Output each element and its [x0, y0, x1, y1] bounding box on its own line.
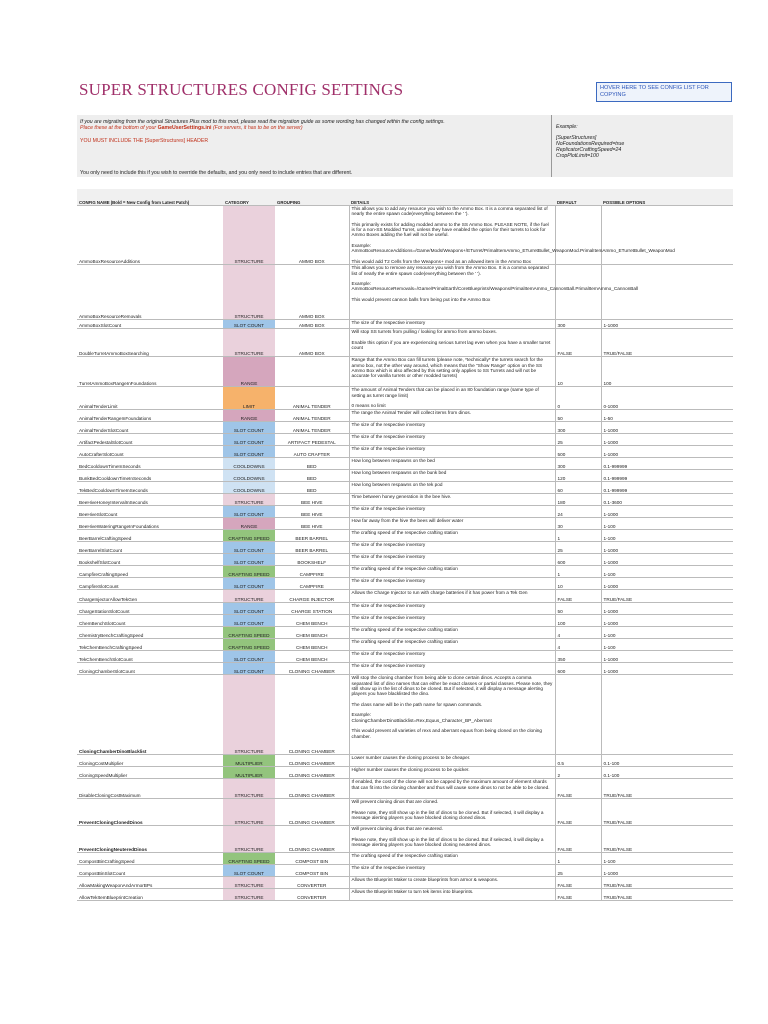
options-cell: 100 [601, 357, 733, 387]
grouping-cell: AUTO CRAFTER [275, 446, 349, 458]
table-row [77, 889, 733, 901]
table-row [77, 458, 733, 470]
default-cell: 180 [555, 494, 601, 506]
details-cell: How long between respawns on the bed [349, 458, 555, 470]
grouping-cell [275, 357, 349, 387]
default-cell: 500 [555, 446, 601, 458]
options-cell: 1-1000 [601, 603, 733, 615]
options-cell: 1-100 [601, 627, 733, 639]
details-cell: The crafting speed of the respective crafting station [349, 530, 555, 542]
grouping-cell: CAMPFIRE [275, 578, 349, 590]
default-cell: 300 [555, 320, 601, 329]
category-cell: COOLDOWNS [223, 482, 275, 494]
config-name-cell: PreventCloningClonedDinos [77, 799, 223, 826]
default-cell [555, 675, 601, 755]
details-cell: The size of the respective inventory [349, 434, 555, 446]
default-cell: 10 [555, 357, 601, 387]
example-line: ReplicatorCraftingSpeed=24 [556, 147, 622, 153]
options-cell: 0.1-100 [601, 767, 733, 779]
options-cell: 1-1000 [601, 320, 733, 329]
options-cell: 1-100 [601, 518, 733, 530]
grouping-cell: CHEM BENCH [275, 627, 349, 639]
table-row [77, 865, 733, 877]
config-name-cell: BeeHiveWateringRangeInFoundations [77, 518, 223, 530]
grouping-cell: AMMO BOX [275, 206, 349, 265]
config-name-cell: ChargeStationSlotCount [77, 603, 223, 615]
default-cell: FALSE [555, 889, 601, 901]
config-name-cell: AmmoBoxResourceRemovals [77, 265, 223, 320]
category-cell: STRUCTURE [223, 329, 275, 357]
default-cell: 2 [555, 767, 601, 779]
config-name-cell: BeerBarrelCraftingSpeed [77, 530, 223, 542]
category-cell: CRAFTING SPEED [223, 566, 275, 578]
options-cell: 1-1000 [601, 663, 733, 675]
default-cell: FALSE [555, 329, 601, 357]
default-cell: FALSE [555, 799, 601, 826]
options-cell: TRUE/FALSE [601, 590, 733, 603]
table-row [77, 265, 733, 320]
config-name-cell: AutoCrafterSlotCount [77, 446, 223, 458]
default-cell [555, 265, 601, 320]
grouping-cell: CLONING CHAMBER [275, 675, 349, 755]
grouping-cell: COMPOST BIN [275, 865, 349, 877]
grouping-cell: CHARGE STATION [275, 603, 349, 615]
default-cell: 1 [555, 530, 601, 542]
grouping-cell: CONVERTER [275, 889, 349, 901]
default-cell: FALSE [555, 826, 601, 853]
category-cell: STRUCTURE [223, 799, 275, 826]
options-cell: 0.1-3600 [601, 494, 733, 506]
default-cell: 350 [555, 651, 601, 663]
config-name-cell: CampfireSlotCount [77, 578, 223, 590]
grouping-cell: BEE HIVE [275, 518, 349, 530]
placement-note-post: (For servers, it has to be on the server) [211, 125, 303, 132]
category-cell: SLOT COUNT [223, 422, 275, 434]
table-row [77, 357, 733, 387]
config-name-cell: AnimalTenderSlotCount [77, 422, 223, 434]
details-cell: Will stop SS turrets from pulling / looking for ammo from ammo boxes. Enable this option if you are experiencing serious turret lag even when you have a smaller turret count [349, 329, 555, 357]
grouping-cell: CHEM BENCH [275, 639, 349, 651]
options-cell: 1-1000 [601, 651, 733, 663]
category-cell: CRAFTING SPEED [223, 627, 275, 639]
config-name-cell: AnimalTenderRangeInFoundations [77, 410, 223, 422]
default-cell: 0 [555, 387, 601, 410]
details-cell: Allows the Blueprint Maker to create blueprints from armor & weapons. [349, 877, 555, 889]
table-row [77, 518, 733, 530]
table-row [77, 506, 733, 518]
options-cell: 1-1000 [601, 434, 733, 446]
grouping-cell: CLONING CHAMBER [275, 755, 349, 767]
grouping-cell: BED [275, 470, 349, 482]
table-row [77, 675, 733, 755]
details-cell: This allows you to add any resource you wish to the Ammo Box. It is a comma separated list of nearly the entire spawn code(everything between the ' '). This primarily exists for adding modded ammo to the SS Ammo Box. PLEASE NOTE, if the fuel is for a non-SS Modded Turret, unless they have enabled the option for their turrets to look for Ammo Boxes adding the fuel will not be useful. Example: AmmoBoxResourceAdditions=/Game/Mods/Weapons+/ETurret/PrimalItemAmmo_ETurretBullet_WeaponMod.PrimalItemAmmo_ETurretBullet_WeaponMod This would add T2 Cells from the Weapons+ mod as an allowed item in the Ammo Box [349, 206, 555, 265]
table-row [77, 470, 733, 482]
grouping-cell: BEER BARREL [275, 530, 349, 542]
details-cell: The size of the respective inventory [349, 651, 555, 663]
category-cell: SLOT COUNT [223, 578, 275, 590]
options-cell: 0-1000 [601, 387, 733, 410]
table-row [77, 627, 733, 639]
table-row [77, 422, 733, 434]
grouping-cell: ANIMAL TENDER [275, 387, 349, 410]
default-cell: 25 [555, 542, 601, 554]
options-cell: 1-100 [601, 639, 733, 651]
options-cell: TRUE/FALSE [601, 779, 733, 799]
settings-file-name: GameUserSettings.ini [157, 125, 212, 132]
options-cell: 1-1000 [601, 615, 733, 627]
options-cell: 0.1-999999 [601, 470, 733, 482]
category-cell: MULTIPLIER [223, 767, 275, 779]
details-cell: How long between respawns on the bunk bed [349, 470, 555, 482]
placement-note-pre: Place these at the bottom of your [80, 125, 158, 132]
category-cell: STRUCTURE [223, 494, 275, 506]
category-cell: RANGE [223, 357, 275, 387]
options-cell: 0.1-999999 [601, 482, 733, 494]
details-cell: How long between respawns on the tek pod [349, 482, 555, 494]
config-name-cell: AllowMakingWeaponAndArmorBPs [77, 877, 223, 889]
config-name-cell: CloningSpeedMultiplier [77, 767, 223, 779]
config-name-cell: BookshelfSlotCount [77, 554, 223, 566]
category-cell: STRUCTURE [223, 889, 275, 901]
details-cell: The size of the respective inventory [349, 554, 555, 566]
details-cell: The size of the respective inventory [349, 865, 555, 877]
table-row [77, 387, 733, 410]
config-name-cell: CompostBinSlotCount [77, 865, 223, 877]
default-cell: FALSE [555, 877, 601, 889]
default-cell: FALSE [555, 779, 601, 799]
category-cell: RANGE [223, 410, 275, 422]
details-cell: The size of the respective inventory [349, 663, 555, 675]
config-name-cell: ChemistryBenchCraftingSpeed [77, 627, 223, 639]
table-row [77, 826, 733, 853]
options-cell: 1-100 [601, 853, 733, 865]
config-name-cell: AllowTekItemBlueprintCreation [77, 889, 223, 901]
grouping-cell: CHEM BENCH [275, 651, 349, 663]
category-cell: STRUCTURE [223, 590, 275, 603]
config-name-cell: ChemBenchSlotCount [77, 615, 223, 627]
table-row [77, 767, 733, 779]
details-cell: The size of the respective inventory [349, 603, 555, 615]
options-cell: 1-1000 [601, 542, 733, 554]
config-name-cell: TurretAmmoBoxRangeInFoundations [77, 357, 223, 387]
details-cell: The range the Animal Tender will collect items from dinos. [349, 410, 555, 422]
grouping-cell: CLONING CHAMBER [275, 826, 349, 853]
config-name-cell: CampfireCraftingSpeed [77, 566, 223, 578]
details-cell: The size of the respective inventory [349, 542, 555, 554]
options-cell: TRUE/FALSE [601, 329, 733, 357]
example-panel [551, 115, 733, 177]
config-name-cell: ChargeInjectorAllowTekGen [77, 590, 223, 603]
details-cell: Range that the Ammo Box can fill turrets (please note, *technically* the turrets search for the ammo box, not the other way around, which means that the "Show Range" option on the SS Ammo Box which is also affected by this setting only applies to SS Turrets and will not be accurate for vanilla turrets or other modded turrets) [349, 357, 555, 387]
table-row [77, 651, 733, 663]
default-cell: 24 [555, 506, 601, 518]
category-cell: LIMIT [223, 387, 275, 410]
options-cell: 1-50 [601, 410, 733, 422]
example-line: CropPlotLimit=100 [556, 153, 599, 159]
grouping-cell: COMPOST BIN [275, 853, 349, 865]
details-cell: The size of the respective inventory [349, 422, 555, 434]
table-row [77, 329, 733, 357]
config-name-cell: CloningChamberSlotCount [77, 663, 223, 675]
config-name-cell: DoubleTurretAmmoBoxSearching [77, 329, 223, 357]
details-cell: Allows the Blueprint Maker to turn tek items into blueprints. [349, 889, 555, 901]
grouping-cell: BOOKSHELF [275, 554, 349, 566]
default-cell: 4 [555, 627, 601, 639]
config-name-cell: AmmoBoxResourceAdditions [77, 206, 223, 265]
table-row [77, 799, 733, 826]
intro-panel [77, 115, 733, 177]
details-cell: The size of the respective inventory [349, 578, 555, 590]
details-cell: This allows you to remove any resource you wish from the Ammo Box. It is a comma separated list of nearly the entire spawn code(everything between the ' '). Example: AmmoBoxResourceRemovals=/Game/PrimalEarth/CoreBlueprints/Weapons/PrimalItemAmmo_CannonBall.PrimalItemAmmo_CannonBall This would prevent cannon balls from being put into the Ammo Box [349, 265, 555, 320]
override-note: You only need to include this if you wish to override the defaults, and you only need to include entries that are different. [80, 170, 353, 176]
table-row [77, 877, 733, 889]
table-row [77, 615, 733, 627]
details-cell: If enabled, the cost of the clone will not be capped by the maximum amount of element shards that can fit into the cloning chamber and thus will cause some dinos to not be able to be cloned. [349, 779, 555, 799]
grouping-cell: ANIMAL TENDER [275, 410, 349, 422]
grouping-cell: AMMO BOX [275, 329, 349, 357]
grouping-cell: CHARGE INJECTOR [275, 590, 349, 603]
details-cell: Will prevent cloning dinos that are cloned. Please note, they still show up in the list of dinos to be cloned. But if selected, it will display a message alerting players you have blocked cloning cloned dinos. [349, 799, 555, 826]
table-row [77, 320, 733, 329]
category-cell: SLOT COUNT [223, 615, 275, 627]
column-header: DETAILS [349, 189, 555, 206]
config-name-cell: PreventCloningNeuteredDinos [77, 826, 223, 853]
grouping-cell: CLONING CHAMBER [275, 767, 349, 779]
default-cell: 30 [555, 518, 601, 530]
category-cell: CRAFTING SPEED [223, 853, 275, 865]
default-cell [555, 206, 601, 265]
config-name-cell: DisableCloningCostMaximum [77, 779, 223, 799]
details-cell: The amount of Animal Tenders that can be placed in an 80 foundation range (same type of setting as turret range limit) 0 means no limit [349, 387, 555, 410]
table-row [77, 554, 733, 566]
table-row [77, 590, 733, 603]
category-cell: SLOT COUNT [223, 554, 275, 566]
table-row [77, 542, 733, 554]
default-cell: 300 [555, 422, 601, 434]
category-cell: SLOT COUNT [223, 506, 275, 518]
options-cell: 1-100 [601, 566, 733, 578]
table-row [77, 206, 733, 265]
default-cell: 25 [555, 865, 601, 877]
config-name-cell: AnimalTenderLimit [77, 387, 223, 410]
options-cell: 1-1000 [601, 554, 733, 566]
grouping-cell: AMMO BOX [275, 265, 349, 320]
options-cell: 1-100 [601, 530, 733, 542]
grouping-cell: BEE HIVE [275, 494, 349, 506]
default-cell: 4 [555, 639, 601, 651]
details-cell: The crafting speed of the respective crafting station [349, 566, 555, 578]
grouping-cell: AMMO BOX [275, 320, 349, 329]
table-row [77, 434, 733, 446]
grouping-cell: CHEM BENCH [275, 615, 349, 627]
options-cell: TRUE/FALSE [601, 877, 733, 889]
example-line: [SuperStructures] [556, 135, 597, 141]
table-row [77, 446, 733, 458]
grouping-cell: BEE HIVE [275, 506, 349, 518]
options-cell: TRUE/FALSE [601, 826, 733, 853]
config-name-cell: TekChemBenchSlotCount [77, 651, 223, 663]
details-cell: Will stop the cloning chamber from being able to clone certain dinos. Accepts a comma separated list of dino names that can either be exact classes or partial classes. Please note, they still show up in the list of dinos to be cloned. But if selected, it will display a message alerting players you have blacklisted the dino. The class name will be in the path name for spawn commands. Example: CloningChamberDinoBlacklist=Rex,Equus_Character_BP_Aberrant This would prevent all varieties of rexs and aberrant equus from being cloned on the cloning chamber. [349, 675, 555, 755]
details-cell: Lower number causes the cloning process to be cheaper. [349, 755, 555, 767]
example-label: Example: [556, 124, 578, 130]
page-title: SUPER STRUCTURES CONFIG SETTINGS [79, 80, 404, 99]
details-cell: The size of the respective inventory [349, 506, 555, 518]
default-cell: 10 [555, 578, 601, 590]
category-cell: SLOT COUNT [223, 663, 275, 675]
details-cell: How far away from the hive the bees will deliver water [349, 518, 555, 530]
config-name-cell: AmmoBoxSlotCount [77, 320, 223, 329]
details-cell: The size of the respective inventory [349, 446, 555, 458]
default-cell: 25 [555, 434, 601, 446]
details-cell: The crafting speed of the respective crafting station [349, 627, 555, 639]
table-row [77, 639, 733, 651]
category-cell: MULTIPLIER [223, 755, 275, 767]
options-cell: 1-1000 [601, 865, 733, 877]
options-cell: 1-1000 [601, 446, 733, 458]
config-name-cell: TekChemBenchCraftingSpeed [77, 639, 223, 651]
grouping-cell: CAMPFIRE [275, 566, 349, 578]
details-cell: Allows the Charge Injector to run with charge batteries if it has power from a Tek Gen [349, 590, 555, 603]
default-cell: 50 [555, 603, 601, 615]
table-row [77, 603, 733, 615]
grouping-cell: ANIMAL TENDER [275, 422, 349, 434]
config-name-cell: CompostBinCraftingSpeed [77, 853, 223, 865]
config-list-hover-box[interactable]: HOVER HERE TO SEE CONFIG LIST FOR COPYING [596, 82, 732, 102]
category-cell: STRUCTURE [223, 877, 275, 889]
options-cell: TRUE/FALSE [601, 889, 733, 901]
category-cell: SLOT COUNT [223, 434, 275, 446]
category-cell: STRUCTURE [223, 206, 275, 265]
grouping-cell: CLONING CHAMBER [275, 779, 349, 799]
details-cell: Will prevent cloning dinos that are neutered. Please note, they still show up in the list of dinos to be cloned. But if selected, it will display a message alerting players you have blocked cloning neutered dinos. [349, 826, 555, 853]
category-cell: SLOT COUNT [223, 865, 275, 877]
migration-note: If you are migrating from the original Structures Plus mod to this mod, please read the migration guide as some wording has changed within the config settings. [80, 119, 445, 125]
config-name-cell: TekBedCooldownTimeInSeconds [77, 482, 223, 494]
config-name-cell: ArtifactPedestalSlotCount [77, 434, 223, 446]
default-cell: 1 [555, 853, 601, 865]
grouping-cell: CONVERTER [275, 877, 349, 889]
table-row [77, 578, 733, 590]
details-cell: The size of the respective inventory [349, 615, 555, 627]
config-name-cell: CloningCostMultiplier [77, 755, 223, 767]
details-cell: The size of the respective inventory [349, 320, 555, 329]
default-cell: 0.5 [555, 755, 601, 767]
config-name-cell: BeeHiveSlotCount [77, 506, 223, 518]
column-header: POSSIBLE OPTIONS [601, 189, 733, 206]
table-row [77, 482, 733, 494]
table-row [77, 530, 733, 542]
default-cell: FALSE [555, 590, 601, 603]
default-cell: 600 [555, 663, 601, 675]
grouping-cell: ARTIFACT PEDESTAL [275, 434, 349, 446]
grouping-cell: BED [275, 458, 349, 470]
category-cell: SLOT COUNT [223, 651, 275, 663]
options-cell: 0.1-100 [601, 755, 733, 767]
category-cell: SLOT COUNT [223, 320, 275, 329]
config-table [77, 189, 733, 901]
config-name-cell: CloningChamberDinoBlacklist [77, 675, 223, 755]
options-cell [601, 675, 733, 755]
default-cell: 1 [555, 566, 601, 578]
options-cell: 1-1000 [601, 578, 733, 590]
table-row [77, 755, 733, 767]
config-name-cell: BunkBedCooldownTimeInSeconds [77, 470, 223, 482]
table-row [77, 663, 733, 675]
details-cell: The crafting speed of the respective crafting station [349, 853, 555, 865]
header-requirement: YOU MUST INCLUDE THE [SuperStructures] HEADER [80, 137, 209, 144]
category-cell: SLOT COUNT [223, 446, 275, 458]
options-cell: 1-1000 [601, 506, 733, 518]
details-cell: Time between honey generation in the bee hive. [349, 494, 555, 506]
category-cell: RANGE [223, 518, 275, 530]
config-name-cell: BeeHiveHoneyIntervalInSeconds [77, 494, 223, 506]
table-row [77, 566, 733, 578]
options-cell [601, 206, 733, 265]
options-cell: 1-1000 [601, 422, 733, 434]
config-name-cell: BeerBarrelSlotCount [77, 542, 223, 554]
intro-instructions [80, 119, 548, 176]
default-cell: 100 [555, 615, 601, 627]
category-cell: COOLDOWNS [223, 470, 275, 482]
table-row [77, 779, 733, 799]
table-header-row [77, 189, 733, 206]
column-header: CONFIG NAME (Bold = New Config from Latest Patch) [77, 189, 223, 206]
category-cell: STRUCTURE [223, 265, 275, 320]
config-name-cell: BedCooldownTimeInSeconds [77, 458, 223, 470]
default-cell: 600 [555, 554, 601, 566]
details-cell: The crafting speed of the respective crafting station [349, 639, 555, 651]
category-cell: CRAFTING SPEED [223, 530, 275, 542]
category-cell: SLOT COUNT [223, 603, 275, 615]
default-cell: 300 [555, 458, 601, 470]
category-cell: STRUCTURE [223, 826, 275, 853]
default-cell: 120 [555, 470, 601, 482]
grouping-cell: CLONING CHAMBER [275, 799, 349, 826]
default-cell: 50 [555, 410, 601, 422]
example-line: NoFoundationsRequired=true [556, 141, 625, 147]
grouping-cell: BED [275, 482, 349, 494]
options-cell: TRUE/FALSE [601, 799, 733, 826]
table-row [77, 494, 733, 506]
column-header: GROUPING [275, 189, 349, 206]
options-cell: 0.1-999999 [601, 458, 733, 470]
category-cell: STRUCTURE [223, 779, 275, 799]
options-cell [601, 265, 733, 320]
details-cell: Higher number causes the cloning process to be quicker. [349, 767, 555, 779]
column-header: CATEGORY [223, 189, 275, 206]
category-cell: SLOT COUNT [223, 542, 275, 554]
category-cell: CRAFTING SPEED [223, 639, 275, 651]
table-row [77, 410, 733, 422]
category-cell: STRUCTURE [223, 675, 275, 755]
table-row [77, 853, 733, 865]
grouping-cell: BEER BARREL [275, 542, 349, 554]
default-cell: 60 [555, 482, 601, 494]
column-header: DEFAULT [555, 189, 601, 206]
table-body [77, 206, 733, 901]
category-cell: COOLDOWNS [223, 458, 275, 470]
grouping-cell: CLONING CHAMBER [275, 663, 349, 675]
